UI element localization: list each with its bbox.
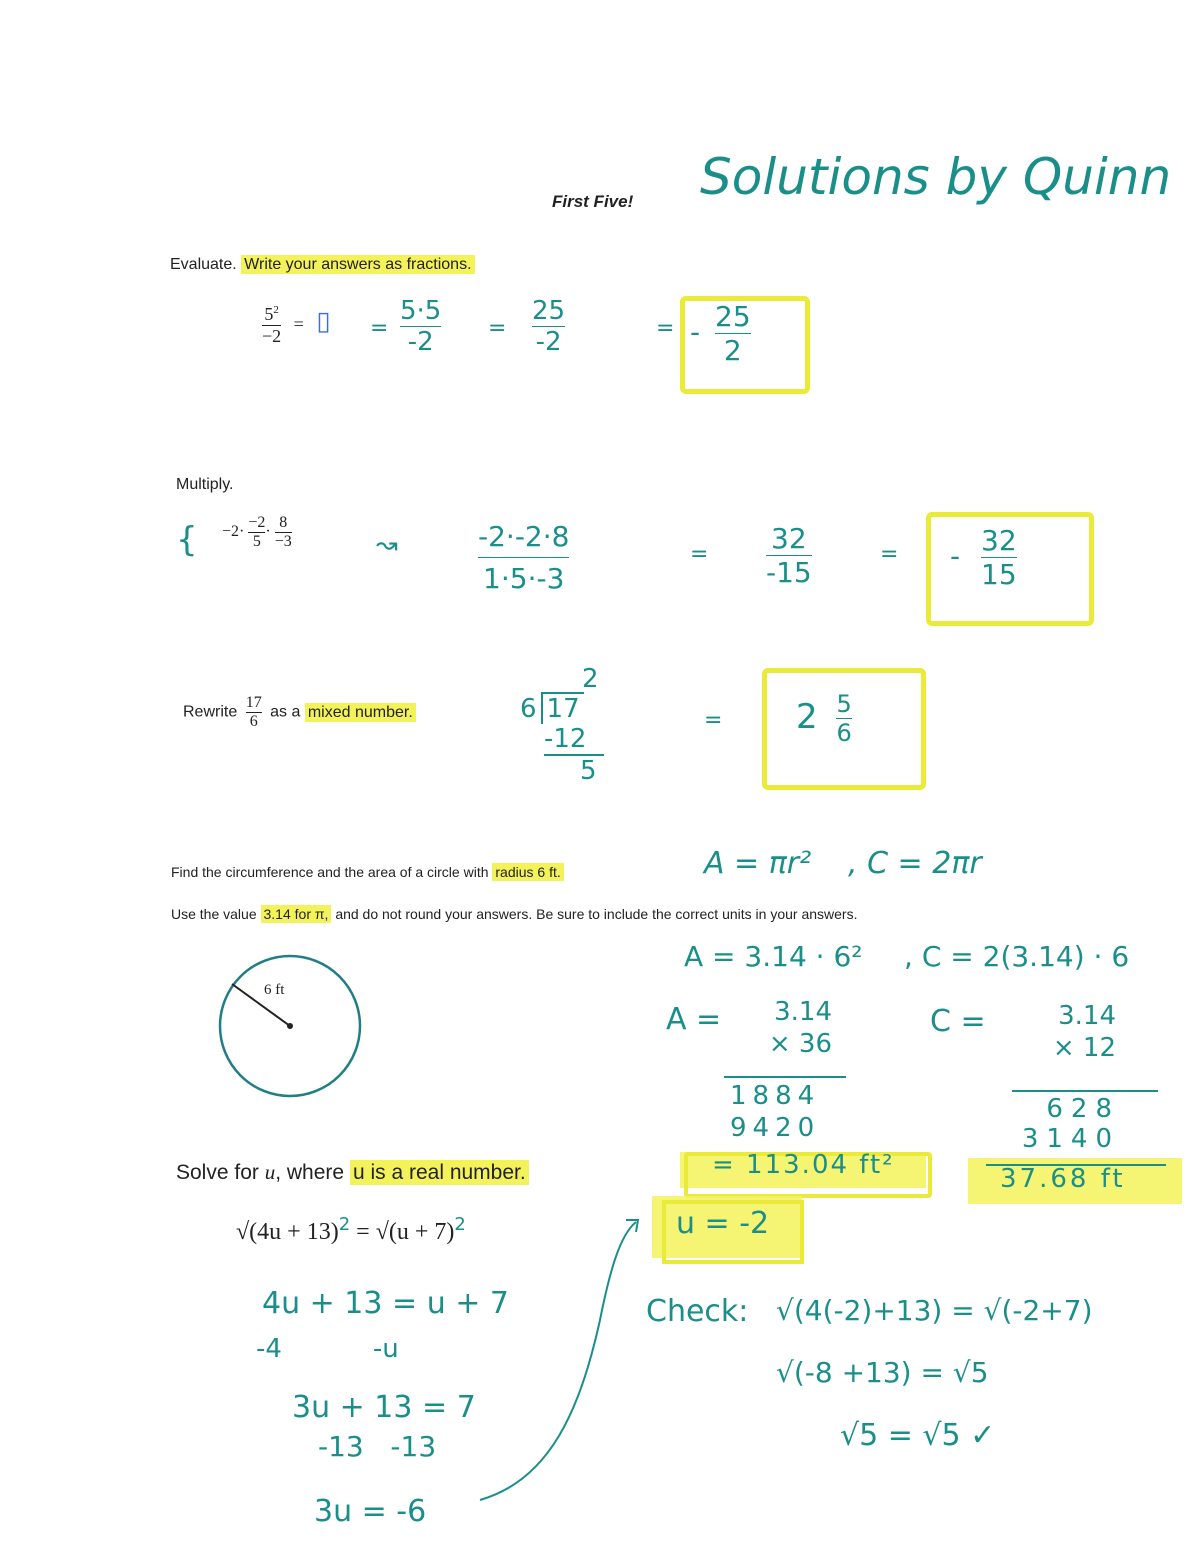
formula-circumference: , C = 2πr bbox=[848, 846, 982, 881]
circle-diagram bbox=[210, 952, 370, 1102]
problem2-step: $\frac{32}{-15}$ bbox=[766, 522, 812, 589]
problem1-expression: $\frac{5^2}{-2}$ = ▯ bbox=[262, 304, 331, 346]
circ-multiplication: 3.14 × 12 bbox=[1052, 1001, 1116, 1063]
problem5-answer: u = -2 bbox=[676, 1206, 770, 1241]
circ-lhs: C = bbox=[930, 1004, 986, 1039]
area-setup: A = 3.14 · 6² bbox=[684, 940, 863, 973]
problem2-expression: −2· $\frac{-2}{5}$ · $\frac{8}{-3}$ bbox=[222, 514, 292, 550]
problem2-answer: - $\frac{32}{15}$ bbox=[950, 524, 1017, 591]
connector-arrow-icon bbox=[470, 1210, 650, 1510]
check-line2: √(-8 +13) = √5 bbox=[776, 1356, 989, 1389]
arrow-icon: ↝ bbox=[376, 530, 398, 560]
problem5-step2: 3u + 13 = 7 bbox=[292, 1390, 476, 1425]
circ-setup: , C = 2(3.14) · 6 bbox=[904, 940, 1130, 973]
area-result: = 113.04 ft² bbox=[712, 1150, 895, 1180]
circ-partials: 628 3140 bbox=[1021, 1094, 1120, 1154]
problem1-answer: - $\frac{25}{2}$ bbox=[690, 300, 751, 367]
handwritten-title: Solutions by Quinn bbox=[700, 148, 1172, 206]
circ-result: 37.68 ft bbox=[1000, 1164, 1126, 1194]
formula-area: A = πr² bbox=[704, 846, 812, 881]
area-partials: 1884 9420 bbox=[730, 1081, 821, 1143]
problem4-line1: Find the circumference and the area of a circle with radius 6 ft. bbox=[171, 864, 564, 880]
circle-radius-label: 6 ft bbox=[264, 982, 285, 998]
problem1-step2: $\frac{25}{-2}$ bbox=[532, 296, 566, 357]
printed-title: First Five! bbox=[552, 192, 634, 211]
area-multiplication: 3.14 × 36 bbox=[768, 997, 832, 1059]
problem5-step2-sub: -13 -13 bbox=[318, 1430, 437, 1463]
problem5-equation: $√(4u + 13)^2 = √(u + 7)^2$ bbox=[236, 1214, 466, 1245]
problem1-instruction-highlight: Write your answers as fractions. bbox=[241, 255, 474, 274]
problem3-instruction: Rewrite $\frac{17}{6}$ as a mixed number. bbox=[183, 694, 416, 731]
area-lhs: A = bbox=[666, 1002, 722, 1037]
problem4-line2: Use the value 3.14 for π, and do not round your answers. Be sure to include the correct units in your answers. bbox=[171, 906, 858, 922]
brace-mark-icon: { bbox=[176, 520, 198, 560]
problem1-instruction: Evaluate. Write your answers as fractions. bbox=[170, 256, 475, 274]
problem5-step3: 3u = -6 bbox=[314, 1494, 427, 1529]
problem2-work: $\frac{-2\cdot-2\cdot 8}{1\cdot 5\cdot-3}$ bbox=[478, 520, 570, 595]
problem3-long-division: 2 6 17 -12 5 bbox=[520, 664, 630, 786]
problem3-answer: 2 $\frac{5}{6}$ bbox=[796, 690, 852, 747]
problem1-step1: $\frac{5\cdot 5}{-2}$ bbox=[400, 296, 442, 357]
check-line3: √5 = √5 ✓ bbox=[840, 1418, 996, 1453]
check-line1: √(4(-2)+13) = √(-2+7) bbox=[776, 1294, 1093, 1327]
problem5-step1: 4u + 13 = u + 7 bbox=[262, 1286, 510, 1321]
problem5-instruction: Solve for u, where u is a real number. bbox=[176, 1160, 529, 1185]
problem5-step1-sub: -4 -u bbox=[256, 1334, 399, 1364]
problem2-instruction: Multiply. bbox=[176, 476, 234, 493]
answer-box-icon: ▯ bbox=[316, 306, 331, 336]
check-label: Check: bbox=[646, 1294, 749, 1329]
